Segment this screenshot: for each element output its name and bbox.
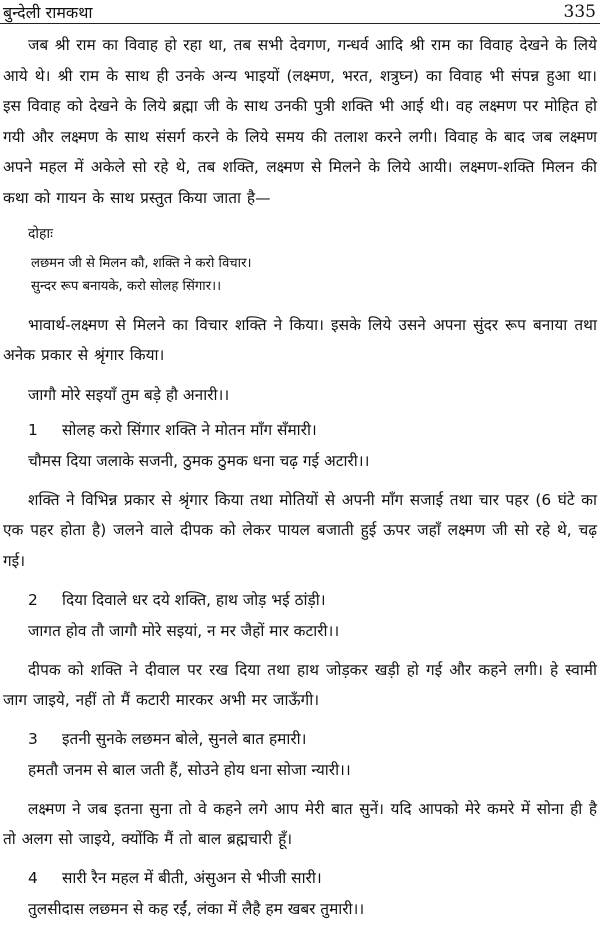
doha-line-2: सुन्दर रूप बनायके, करो सोलह सिंगार।। (31, 278, 222, 294)
verse-line-1 (28, 587, 597, 614)
verse-number: 4 (28, 868, 38, 887)
intro-paragraph: जब श्री राम का विवाह हो रहा था, तब सभी देवगण, गन्धर्व आदि श्री राम का विवाह देखने के लिये आये थे। श्री राम के साथ ही उनके अन्य भाइयों (लक्ष्मण, भरत, शत्रुघ्न) का विवाह भी संपन्न हुआ था। इस विवाह को देखने के लिये ब्रह्मा जी के साथ उनकी पुत्री शक्ति भी आई थी। वह लक्ष्मण पर मोहित हो गयी और लक्ष्मण के साथ संसर्ग करने के लिये समय की तलाश करने लगी। विवाह के बाद जब लक्ष्मण अपने महल में अकेले सो रहे थे, तब शक्ति, लक्ष्मण से मिलने के लिये आयी। लक्ष्मण-शक्ति मिलन की कथा को गायन के साथ प्रस्तुत किया जाता है— (3, 36, 597, 207)
verse-line-1 (28, 417, 597, 444)
song-refrain: जागौ मोरे सइयाँ तुम बड़े हौ अनारी।। (28, 385, 230, 404)
verse-number: 3 (28, 729, 38, 748)
verse-line-1 (28, 726, 597, 753)
verse-line-2: जागत होव तौ जागौ मोरे सइयां, न मर जैहों मार कटारी।। (28, 621, 340, 640)
verse-text: सारी रैन महल में बीती, अंसुअन से भीजी सारी। (62, 868, 322, 887)
verse-number: 1 (28, 420, 38, 439)
page-body (3, 30, 597, 933)
page-header (0, 0, 600, 24)
verse-4 (3, 865, 597, 923)
verse-text: इतनी सुनके लछमन बोले, सुनले बात हमारी। (62, 729, 307, 748)
doha-meaning-paragraph: भावार्थ-लक्ष्मण से मिलने का विचार शक्ति ने किया। इसके लिये उसने अपना सुंदर रूप बनाया तथा अनेक प्रकार से श्रृंगार किया। (3, 315, 597, 365)
page-number: 335 (563, 2, 596, 22)
verse-meaning: दीपक को शक्ति ने दीवाल पर रख दिया तथा हाथ जोड़कर खड़ी हो गई और कहने लगी। हे स्वामी जाग जाइये, नहीं तो मैं कटारी मारकर अभी मर जाऊँगी। (3, 660, 597, 710)
verse-meaning: लक्ष्मण ने जब इतना सुना तो वे कहने लगे आप मेरी बात सुनें। यदि आपको मेरे कमरे में सोना ही है तो अलग सो जाइये, क्योंकि मैं तो बाल ब्रह्मचारी हूँ। (3, 799, 597, 849)
doha-label: दोहाः (28, 225, 53, 242)
verse-1 (3, 417, 597, 577)
running-title: बुन्देली रामकथा (3, 3, 93, 22)
header-rule (0, 23, 600, 24)
verse-number: 2 (28, 590, 38, 609)
verse-line-2: चौमस दिया जलाके सजनी, ठुमक ठुमक धना चढ़ गई अटारी।। (28, 451, 370, 470)
verse-meaning: शक्ति ने विभिन्न प्रकार से श्रृंगार किया तथा मोतियों से अपनी माँग सजाई तथा चार पहर (6 घंटे का एक पहर होता है) जलने वाले दीपक को लेकर पायल बजाती हुई ऊपर जहाँ लक्ष्मण जी सो रहे थे, चढ़ गई। (3, 490, 597, 570)
verse-line-1 (28, 865, 597, 892)
verse-line-2: तुलसीदास लछमन से कह रईं, लंका में लैहै हम खबर तुमारी।। (28, 899, 365, 918)
doha-line-1: लछमन जी से मिलन कौ, शक्ति ने करो विचार। (31, 255, 252, 271)
verse-2 (3, 587, 597, 716)
verse-3 (3, 726, 597, 855)
verse-text: सोलह करो सिंगार शक्ति ने मोतन माँग सँमारी। (62, 420, 317, 439)
doha-block (3, 252, 597, 298)
verse-line-2: हमतौ जनम से बाल जती हैं, सोउने होय धना सोजा न्यारी।। (28, 760, 351, 779)
verse-text: दिया दिवाले धर दये शक्ति, हाथ जोड़ भई ठांड़ी। (62, 590, 326, 609)
